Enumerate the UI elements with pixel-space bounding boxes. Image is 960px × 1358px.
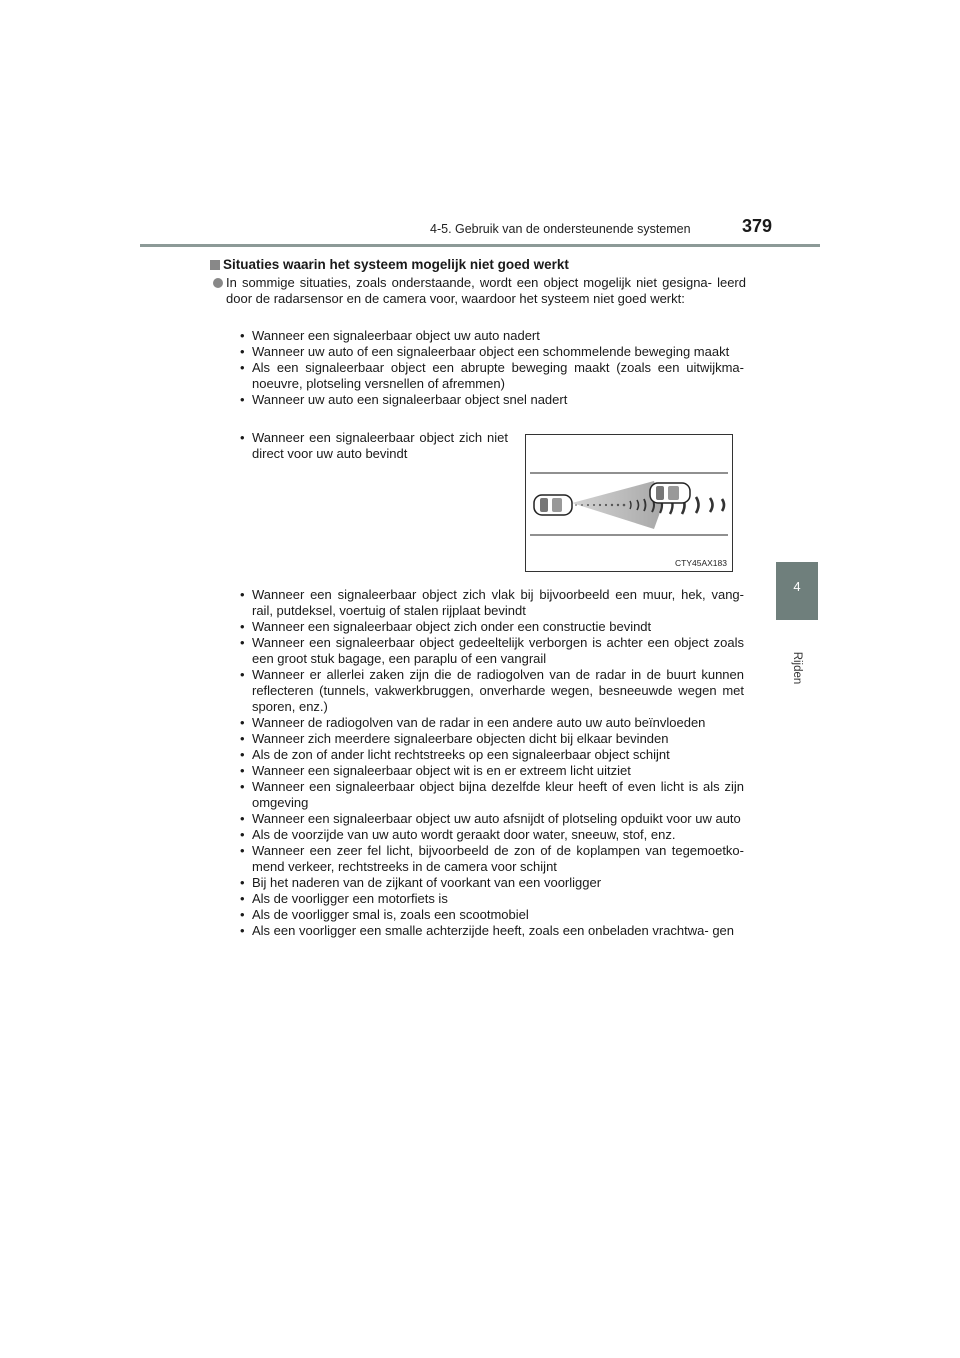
- square-bullet-icon: [210, 260, 220, 270]
- radar-beam-car-illustration-icon: [526, 435, 732, 571]
- section-heading: [210, 257, 569, 272]
- section-heading-text: Situaties waarin het systeem mogelijk niet goed werkt: [223, 257, 569, 272]
- list-item: • Wanneer een signaleerbaar object zich niet direct voor uw auto bevindt: [232, 430, 508, 462]
- header-rule: [140, 244, 820, 247]
- list-item: • Wanneer er allerlei zaken zijn die de radiogolven van de radar in de buurt kunnen reflecteren (tunnels, vakwerkbruggen, onverharde wegen, besneeuwde wegen met sporen, enz.): [232, 667, 744, 715]
- list-item: • Wanneer een signaleerbaar object bijna dezelfde kleur heeft of even licht is als zijn omgeving: [232, 779, 744, 811]
- list-item: • Als een voorligger een smalle achterzijde heeft, zoals een onbeladen vrachtwa- gen: [232, 923, 744, 939]
- list-item: • Als een signaleerbaar object een abrupte beweging maakt (zoals een uitwijkma- noeuvre, plotseling versnellen of afremmen): [232, 360, 744, 392]
- situation-list-b: [232, 430, 508, 462]
- page-number: 379: [742, 216, 773, 236]
- intro-paragraph: [213, 275, 746, 307]
- circle-bullet-icon: [213, 278, 223, 288]
- chapter-label: [774, 638, 820, 698]
- list-item: • Wanneer zich meerdere signaleerbare objecten dicht bij elkaar bevinden: [232, 731, 744, 747]
- chapter-tab[interactable]: [776, 562, 818, 620]
- list-item: • Wanneer de radiogolven van de radar in een andere auto uw auto beïnvloeden: [232, 715, 744, 731]
- own-car-icon: [534, 495, 572, 515]
- situation-list-c: [232, 587, 744, 939]
- list-item: • Wanneer een zeer fel licht, bijvoorbeeld de zon of de koplampen van tegemoetko- mend verkeer, rechtstreeks in de camera voor schijnt: [232, 843, 744, 875]
- header-section-title: 4-5. Gebruik van de ondersteunende systemen: [430, 222, 691, 236]
- list-item: • Als de zon of ander licht rechtstreeks op een signaleerbaar object schijnt: [232, 747, 744, 763]
- chapter-number: 4: [793, 579, 801, 594]
- list-item: • Als de voorzijde van uw auto wordt geraakt door water, sneeuw, stof, enz.: [232, 827, 744, 843]
- list-item: • Als de voorligger smal is, zoals een scootmobiel: [232, 907, 744, 923]
- list-item: • Wanneer een signaleerbaar object wit is en er extreem licht uitziet: [232, 763, 744, 779]
- list-item: • Wanneer uw auto of een signaleerbaar object een schommelende beweging maakt: [232, 344, 744, 360]
- situation-list-a: [232, 328, 744, 408]
- radar-figure: [525, 434, 733, 572]
- chapter-label-text: Rijden: [791, 651, 803, 685]
- list-item: • Wanneer een signaleerbaar object zich vlak bij bijvoorbeeld een muur, hek, vang- rail, putdeksel, voertuig of stalen rijplaat bevindt: [232, 587, 744, 619]
- figure-code: CTY45AX183: [675, 558, 727, 568]
- list-item: • Wanneer uw auto een signaleerbaar object snel nadert: [232, 392, 744, 408]
- target-car-icon: [650, 483, 690, 503]
- intro-text: In sommige situaties, zoals onderstaande, wordt een object mogelijk niet gesigna- leerd door de radarsensor en de camera voor, waardoor het systeem niet goed werkt:: [226, 275, 746, 306]
- list-item: • Bij het naderen van de zijkant of voorkant van een voorligger: [232, 875, 744, 891]
- list-item: • Wanneer een signaleerbaar object zich onder een constructie bevindt: [232, 619, 744, 635]
- list-item: • Wanneer een signaleerbaar object uw auto afsnijdt of plotseling opduikt voor uw auto: [232, 811, 744, 827]
- list-item: • Wanneer een signaleerbaar object uw auto nadert: [232, 328, 744, 344]
- list-item: • Wanneer een signaleerbaar object gedeeltelijk verborgen is achter een object zoals een groot stuk bagage, een paraplu of een vangrail: [232, 635, 744, 667]
- list-item: • Als de voorligger een motorfiets is: [232, 891, 744, 907]
